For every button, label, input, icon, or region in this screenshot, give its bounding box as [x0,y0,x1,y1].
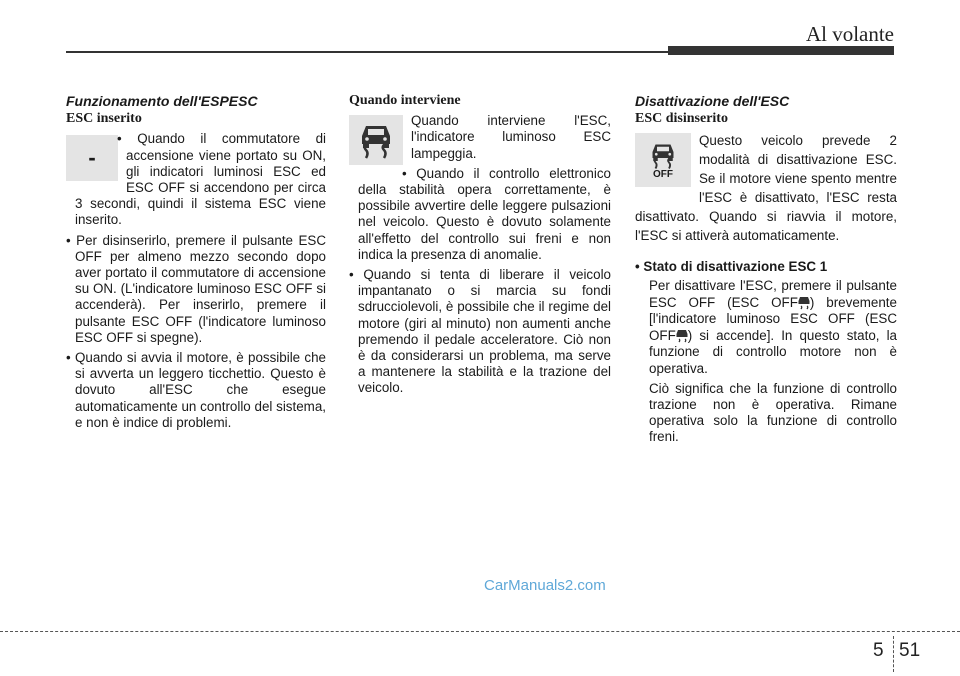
bullet-item: • Quando si tenta di liberare il veicolo impantanato o si marcia su fondi sdrucciolevoli, è possibile che il regime del motore (giri al minuto) non aumenti anche premendo il pedale acceleratore. Ciò non è da considerarsi un problema, ma serve a mantenere la stabilità e la trazione del veicolo. [349,267,611,396]
heading-esc-disable: Disattivazione dell'ESC [635,93,790,109]
column-when-active [349,93,611,401]
section-title: Al volante [805,22,894,46]
subheading-when-active: Quando interviene [349,93,461,108]
state-heading: • Stato di disattivazione ESC 1 [635,259,828,275]
column-esc-operation [66,93,326,435]
watermark-link[interactable]: CarManuals2.com [484,577,606,594]
when-active-intro: Quando interviene l'ESC, l'indicatore luminoso ESC lampeggia. [411,113,611,161]
bullet-item: • Quando il controllo elettronico della stabilità opera correttamente, è possibile avvertire delle leggere pulsazioni nel veicolo. Questo è dovuto solamente all'effetto del controllo sui freni e non indica la presenza di anomalie. [358,165,611,262]
subheading-esc-on: ESC inserito [66,111,142,127]
page-number: 51 [899,640,921,661]
bullet-list-when-active [349,166,611,397]
dash-symbol: - [88,145,96,171]
traction-paragraph: Ciò significa che la funzione di controllo trazione non è operativa. Rimane operativa solo la funzione di controllo freni. [649,380,897,445]
header-rule-bar [668,46,894,55]
indicator-placeholder-box [66,135,118,181]
bullet-item: • Quando si avvia il motore, è possibile che si avverta un leggero ticchettio. Questo è dovuto all'ESC che esegue automaticamente un controllo del sistema, e non è indice di problemi. [66,350,326,430]
bullet-item: • Quando il commutatore di accensione viene portato su ON, gli indicatori luminosi ESC ed ESC OFF si accendono per circa 3 secondi, quindi il sistema ESC viene inserito. [75,131,326,228]
esc-off-small-icon [676,327,688,343]
paragraph-part: Per disattivare l'ESC, premere il pulsante ESC OFF (ESC OFF [649,277,897,310]
paragraph-part: ) si accende]. In questo stato, la funzione di controllo motore non è operativa. [649,328,897,376]
esc-off-state-paragraph [635,278,897,377]
esc-indicator-box [349,115,403,165]
bullet-item: • Per disinserirlo, premere il pulsante ESC OFF per almeno mezzo secondo dopo aver portato il commutatore di accensione su ON. (L'indicatore luminoso ESC OFF si accenderà). Per inserirlo, premere il pulsante ESC OFF (l'indicatore luminoso ESC OFF si spegne). [66,232,326,345]
esc-skid-car-icon [358,120,394,160]
header-rule [66,51,676,53]
esc-off-small-icon [798,294,810,310]
heading-esc-operation: Funzionamento dell'ESPESC [66,93,258,109]
column-esc-off [635,93,897,450]
esc-off-intro: Questo veicolo prevede 2 modalità di disattivazione ESC. Se il motore viene spento mentre l'ESC è disattivato, l'ESC resta disattivato. Quando si riavvia il motore, l'ESC si attiverà automaticamente. [635,133,897,244]
footer-rule [0,631,960,632]
chapter-number: 5 [873,640,884,661]
esc-off-indicator-box [635,133,691,187]
subheading-esc-off: ESC disinserito [635,111,728,127]
page-number-separator [893,636,894,672]
esc-off-car-icon [648,140,678,170]
off-label: OFF [653,169,673,181]
paragraph-part: ) brevemente [l'indicatore luminoso ESC OFF (ESC OFF [649,294,897,344]
state-heading-text: Stato di disattivazione ESC 1 [643,259,828,275]
